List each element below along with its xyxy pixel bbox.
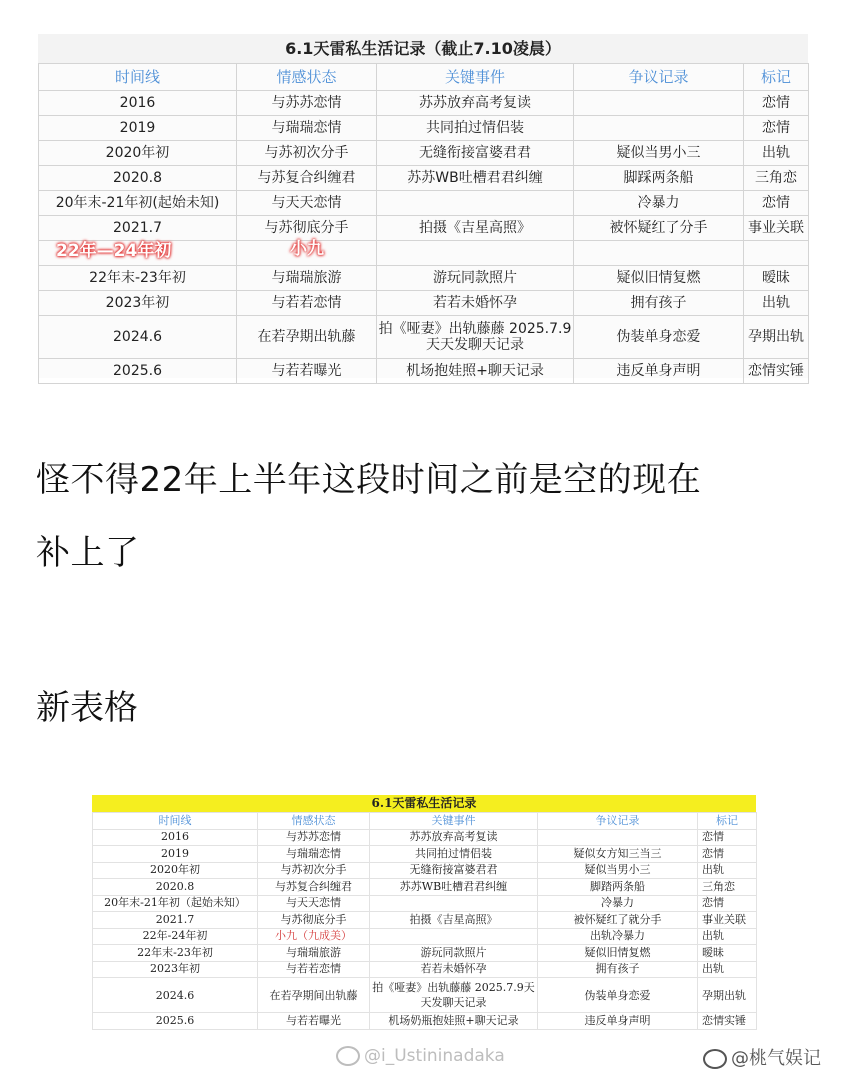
cell: 20年末-21年初(起始未知) bbox=[39, 191, 237, 216]
cell: 拍摄《吉星高照》 bbox=[370, 912, 538, 929]
table-grid bbox=[92, 812, 757, 1030]
cell: 疑似旧情复燃 bbox=[538, 945, 698, 962]
cell bbox=[744, 241, 809, 266]
cell: 2019 bbox=[39, 116, 237, 141]
cell: 违反单身声明 bbox=[574, 359, 744, 384]
cell: 与若若曝光 bbox=[237, 359, 377, 384]
cell: 2020.8 bbox=[93, 879, 258, 896]
table-row bbox=[93, 862, 757, 879]
cell: 与瑞瑞旅游 bbox=[237, 266, 377, 291]
header-cell: 争议记录 bbox=[574, 64, 744, 91]
cell: 2025.6 bbox=[93, 1013, 258, 1030]
table-header-row bbox=[93, 813, 757, 830]
new-table-label: 新表格 bbox=[36, 688, 138, 728]
cell: 与苏苏恋情 bbox=[237, 91, 377, 116]
cell: 恋情 bbox=[698, 846, 757, 863]
header-cell: 关键事件 bbox=[370, 813, 538, 830]
cell: 与苏彻底分手 bbox=[237, 216, 377, 241]
cell: 与苏初次分手 bbox=[237, 141, 377, 166]
cell: 恋情 bbox=[698, 829, 757, 846]
table-row bbox=[93, 961, 757, 978]
cell: 暧昧 bbox=[744, 266, 809, 291]
table-title: 6.1天雷私生活记录（截止7.10凌晨） bbox=[38, 34, 808, 63]
weibo-icon bbox=[336, 1046, 360, 1066]
table-row bbox=[39, 359, 809, 384]
header-cell: 时间线 bbox=[39, 64, 237, 91]
cell: 2023年初 bbox=[93, 961, 258, 978]
cell: 在若孕期出轨藤 bbox=[237, 316, 377, 359]
cell: 游玩同款照片 bbox=[370, 945, 538, 962]
cell: 冷暴力 bbox=[574, 191, 744, 216]
cell: 与若若恋情 bbox=[237, 291, 377, 316]
cell: 出轨 bbox=[698, 862, 757, 879]
cell: 22年末-23年初 bbox=[93, 945, 258, 962]
header-cell: 情感状态 bbox=[237, 64, 377, 91]
cell: 疑似当男小三 bbox=[538, 862, 698, 879]
cell bbox=[538, 829, 698, 846]
table-row bbox=[39, 291, 809, 316]
cell: 2024.6 bbox=[39, 316, 237, 359]
cell: 恋情实锤 bbox=[744, 359, 809, 384]
cell: 与苏复合纠缠君 bbox=[258, 879, 370, 896]
cell: 在若孕期间出轨藤 bbox=[258, 978, 370, 1013]
overlay-label-name: 小九 bbox=[290, 239, 324, 259]
timeline-table-old bbox=[38, 34, 808, 378]
cell: 三角恋 bbox=[744, 166, 809, 191]
cell: 2016 bbox=[93, 829, 258, 846]
table-row bbox=[39, 116, 809, 141]
cell: 孕期出轨 bbox=[698, 978, 757, 1013]
cell: 与瑞瑞旅游 bbox=[258, 945, 370, 962]
cell: 恋情实锤 bbox=[698, 1013, 757, 1030]
table-row bbox=[39, 266, 809, 291]
table-row bbox=[39, 191, 809, 216]
cell: 22年末-23年初 bbox=[39, 266, 237, 291]
cell: 拍摄《吉星高照》 bbox=[377, 216, 574, 241]
header-cell: 时间线 bbox=[93, 813, 258, 830]
cell: 出轨 bbox=[744, 291, 809, 316]
cell: 与瑞瑞恋情 bbox=[258, 846, 370, 863]
table-row bbox=[93, 928, 757, 945]
timeline-table-new bbox=[92, 795, 756, 1030]
cell: 与苏初次分手 bbox=[258, 862, 370, 879]
table-row bbox=[93, 912, 757, 929]
table-row bbox=[93, 895, 757, 912]
cell: 苏苏WB吐槽君君纠缠 bbox=[370, 879, 538, 896]
header-cell: 标记 bbox=[698, 813, 757, 830]
cell: 机场抱娃照+聊天记录 bbox=[377, 359, 574, 384]
cell: 拍《哑妻》出轨藤藤 2025.7.9天天发聊天记录 bbox=[377, 316, 574, 359]
table-row bbox=[39, 141, 809, 166]
cell: 与瑞瑞恋情 bbox=[237, 116, 377, 141]
cell: 脚踏两条船 bbox=[538, 879, 698, 896]
cell: 与天天恋情 bbox=[237, 191, 377, 216]
cell: 游玩同款照片 bbox=[377, 266, 574, 291]
cell: 冷暴力 bbox=[538, 895, 698, 912]
cell: 机场奶瓶抱娃照+聊天记录 bbox=[370, 1013, 538, 1030]
table-row bbox=[93, 829, 757, 846]
cell: 无缝衔接富婆君君 bbox=[370, 862, 538, 879]
table-row bbox=[93, 1013, 757, 1030]
table-row bbox=[93, 879, 757, 896]
cell: 2016 bbox=[39, 91, 237, 116]
watermark-right bbox=[703, 1044, 821, 1070]
cell: 共同拍过情侣装 bbox=[377, 116, 574, 141]
cell: 出轨 bbox=[744, 141, 809, 166]
weibo-icon bbox=[703, 1049, 727, 1069]
watermark-right-text: @桃气娱记 bbox=[731, 1048, 821, 1069]
comment-text-line2: 补上了 bbox=[36, 533, 140, 573]
cell: 疑似旧情复燃 bbox=[574, 266, 744, 291]
header-cell: 情感状态 bbox=[258, 813, 370, 830]
cell: 苏苏WB吐槽君君纠缠 bbox=[377, 166, 574, 191]
cell: 恋情 bbox=[744, 116, 809, 141]
cell: 2023年初 bbox=[39, 291, 237, 316]
cell: 拥有孩子 bbox=[574, 291, 744, 316]
table-row bbox=[93, 945, 757, 962]
header-cell: 关键事件 bbox=[377, 64, 574, 91]
table-title: 6.1天雷私生活记录 bbox=[92, 795, 756, 812]
cell: 2021.7 bbox=[93, 912, 258, 929]
overlay-label-period: 22年—24年初 bbox=[56, 241, 172, 261]
cell: 事业关联 bbox=[744, 216, 809, 241]
cell: 事业关联 bbox=[698, 912, 757, 929]
cell: 出轨 bbox=[698, 961, 757, 978]
cell: 孕期出轨 bbox=[744, 316, 809, 359]
cell: 恋情 bbox=[744, 91, 809, 116]
cell: 出轨 bbox=[698, 928, 757, 945]
table-row bbox=[93, 846, 757, 863]
cell: 被怀疑红了分手 bbox=[574, 216, 744, 241]
comment-text-line1: 怪不得22年上半年这段时间之前是空的现在 bbox=[36, 460, 702, 500]
cell: 脚踩两条船 bbox=[574, 166, 744, 191]
table-row bbox=[39, 316, 809, 359]
watermark-left-text: @i_Ustininadaka bbox=[364, 1046, 505, 1066]
cell: 恋情 bbox=[698, 895, 757, 912]
cell: 2025.6 bbox=[39, 359, 237, 384]
cell: 2020.8 bbox=[39, 166, 237, 191]
cell: 2020年初 bbox=[39, 141, 237, 166]
cell bbox=[574, 91, 744, 116]
cell: 若若未婚怀孕 bbox=[377, 291, 574, 316]
cell: 三角恋 bbox=[698, 879, 757, 896]
cell bbox=[370, 895, 538, 912]
cell: 出轨冷暴力 bbox=[538, 928, 698, 945]
watermark-left bbox=[336, 1046, 505, 1066]
cell bbox=[377, 191, 574, 216]
cell: 疑似女方知三当三 bbox=[538, 846, 698, 863]
cell: 苏苏放弃高考复读 bbox=[370, 829, 538, 846]
cell: 被怀疑红了就分手 bbox=[538, 912, 698, 929]
header-cell: 标记 bbox=[744, 64, 809, 91]
cell: 与若若恋情 bbox=[258, 961, 370, 978]
cell bbox=[574, 241, 744, 266]
cell: 与天天恋情 bbox=[258, 895, 370, 912]
cell: 若若未婚怀孕 bbox=[370, 961, 538, 978]
cell: 2021.7 bbox=[39, 216, 237, 241]
cell: 2024.6 bbox=[93, 978, 258, 1013]
cell: 与苏彻底分手 bbox=[258, 912, 370, 929]
cell: 与苏复合纠缠君 bbox=[237, 166, 377, 191]
cell: 伪装单身恋爱 bbox=[538, 978, 698, 1013]
cell: 苏苏放弃高考复读 bbox=[377, 91, 574, 116]
cell: 共同拍过情侣装 bbox=[370, 846, 538, 863]
cell bbox=[377, 241, 574, 266]
cell: 22年-24年初 bbox=[93, 928, 258, 945]
cell: 恋情 bbox=[744, 191, 809, 216]
table-header-row bbox=[39, 64, 809, 91]
table-row bbox=[39, 166, 809, 191]
cell bbox=[574, 116, 744, 141]
cell: 小九（九成美） bbox=[258, 928, 370, 945]
cell: 伪装单身恋爱 bbox=[574, 316, 744, 359]
header-cell: 争议记录 bbox=[538, 813, 698, 830]
cell: 20年末-21年初（起始未知） bbox=[93, 895, 258, 912]
table-row bbox=[93, 978, 757, 1013]
cell: 暧昧 bbox=[698, 945, 757, 962]
table-row bbox=[39, 91, 809, 116]
cell bbox=[370, 928, 538, 945]
cell: 拍《哑妻》出轨藤藤 2025.7.9天天发聊天记录 bbox=[370, 978, 538, 1013]
cell: 拥有孩子 bbox=[538, 961, 698, 978]
cell: 疑似当男小三 bbox=[574, 141, 744, 166]
cell: 无缝衔接富婆君君 bbox=[377, 141, 574, 166]
cell: 2019 bbox=[93, 846, 258, 863]
table-grid bbox=[38, 63, 809, 384]
cell: 与苏苏恋情 bbox=[258, 829, 370, 846]
cell: 违反单身声明 bbox=[538, 1013, 698, 1030]
cell: 2020年初 bbox=[93, 862, 258, 879]
cell: 与若若曝光 bbox=[258, 1013, 370, 1030]
